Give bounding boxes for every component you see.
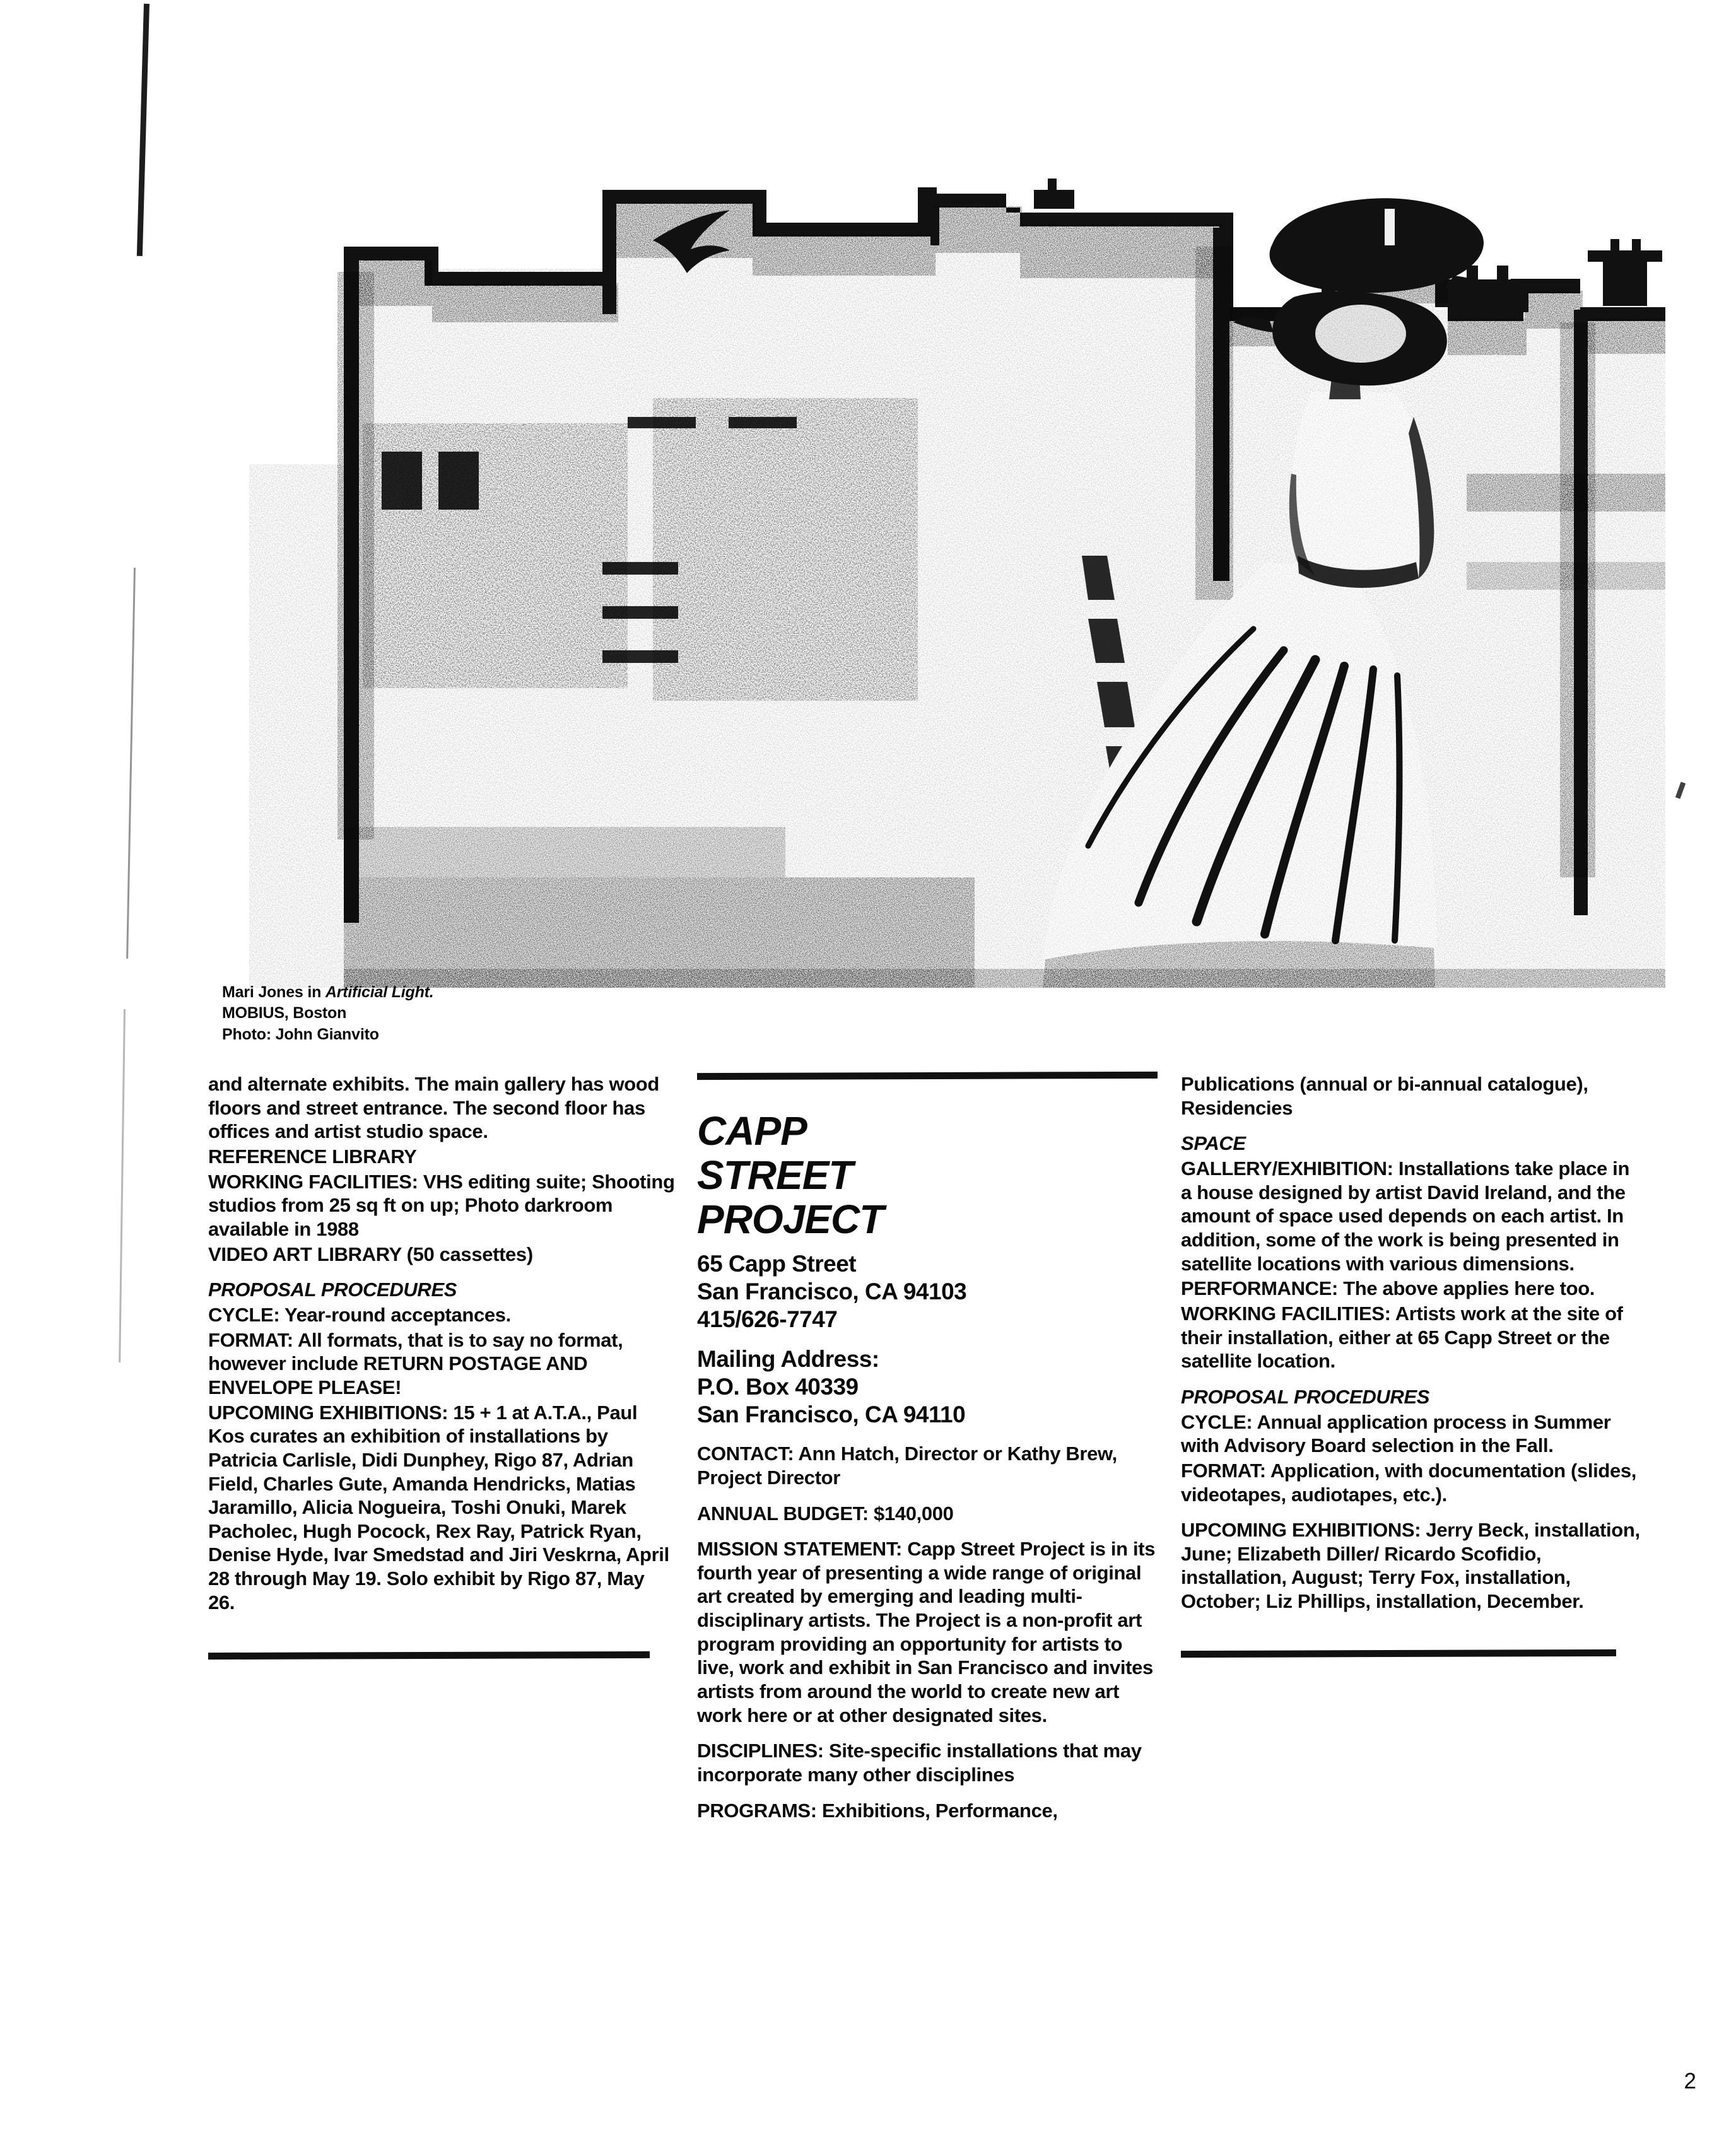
col3-gallery-exhibition: GALLERY/EXHIBITION: Installations take place in a house designed by artist David Ireland, and the amount of space used depends on each artist. In addition, some of the work is being presented in satellite locations with various dimensions. bbox=[1181, 1157, 1630, 1275]
col2-disciplines: DISCIPLINES: Site-specific installations that may incorporate many other disciplines bbox=[697, 1740, 1142, 1786]
org-name-line-3: PROJECT bbox=[697, 1196, 884, 1242]
column-one bbox=[208, 1072, 675, 1659]
col1-proposal-procedures-heading: PROPOSAL PROCEDURES bbox=[208, 1279, 457, 1301]
scan-artifact-spine-mark-lower bbox=[126, 568, 136, 959]
org-name-line-1: CAPP bbox=[697, 1108, 807, 1154]
col3-format: FORMAT: Application, with documentation (slides, videotapes, audiotapes, etc.). bbox=[1181, 1459, 1637, 1506]
col3-cycle: CYCLE: Annual application process in Summer with Advisory Board selection in the Fall. bbox=[1181, 1410, 1611, 1457]
column-two bbox=[697, 1072, 1158, 1824]
phone-number: 415/626-7747 bbox=[697, 1306, 838, 1332]
col3-working-facilities: WORKING FACILITIES: Artists work at the site of their installation, either at 65 Capp Street or the satellite location. bbox=[1181, 1302, 1623, 1373]
col3-upcoming-exhibitions: UPCOMING EXHIBITIONS: Jerry Beck, installation, June; Elizabeth Diller/ Ricardo Scofidio, installation, August; Terry Fox, installation, October; Liz Phillips, installation, December. bbox=[1181, 1519, 1640, 1613]
street-address: 65 Capp Street bbox=[697, 1251, 857, 1277]
col3-programs-continued: Publications (annual or bi-annual catalogue), Residencies bbox=[1181, 1073, 1588, 1119]
col2-contact: CONTACT: Ann Hatch, Director or Kathy Brew, Project Director bbox=[697, 1443, 1117, 1489]
col1-upcoming-exhibitions: UPCOMING EXHIBITIONS: 15 + 1 at A.T.A., Paul Kos curates an exhibition of installations by Patricia Carlisle, Didi Dunphey, Rigo 87, Adrian Field, Charles Gute, Amanda Hendricks, Matias Jaramillo, Alicia Nogueira, Toshi Onuki, Marek Pacholec, Hugh Pocock, Rex Ray, Patrick Ryan, Denise Hyde, Ivar Smedstad and Jiri Veskrna, April 28 through May 19. Solo exhibit by Rigo 87, May 26. bbox=[208, 1401, 669, 1613]
col3-performance: PERFORMANCE: The above applies here too. bbox=[1181, 1277, 1595, 1300]
photo-mari-jones-artificial-light bbox=[249, 120, 1665, 988]
column-one-bottom-rule bbox=[208, 1651, 650, 1660]
col2-annual-budget: ANNUAL BUDGET: $140,000 bbox=[697, 1502, 954, 1525]
col1-working-facilities: WORKING FACILITIES: VHS editing suite; Shooting studios from 25 sq ft on up; Photo darkroom available in 1988 bbox=[208, 1170, 675, 1240]
col3-proposal-procedures-heading: PROPOSAL PROCEDURES bbox=[1181, 1385, 1430, 1408]
col1-cycle: CYCLE: Year-round acceptances. bbox=[208, 1303, 511, 1326]
col2-mission-statement: MISSION STATEMENT: Capp Street Project is in its fourth year of presenting a wide range of original art created by emerging and leading multi-disciplinary artists. The Project is a non-profit art program providing an opportunity for artists to live, work and exhibit in San Francisco and invites artists from around the world to create new art work here or at other designated sites. bbox=[697, 1538, 1156, 1726]
scan-artifact-spine-mark-bottom bbox=[119, 1009, 126, 1362]
column-three bbox=[1181, 1072, 1641, 1657]
caption-line-photographer: Photo: John Gianvito bbox=[222, 1025, 379, 1043]
caption-subject: Mari Jones in bbox=[222, 983, 326, 1001]
mailing-city-state-zip: San Francisco, CA 94110 bbox=[697, 1401, 966, 1427]
col3-space-heading: SPACE bbox=[1181, 1132, 1246, 1155]
col1-format: FORMAT: All formats, that is to say no format, however include RETURN POSTAGE AND ENVELOPE PLEASE! bbox=[208, 1328, 623, 1398]
org-name-line-2: STREET bbox=[697, 1152, 853, 1198]
col1-para-gallery: and alternate exhibits. The main gallery has wood floors and street entrance. The second floor has offices and artist studio space. bbox=[208, 1073, 659, 1143]
organization-name bbox=[697, 1109, 1158, 1241]
caption-line-credit bbox=[222, 982, 790, 1003]
col2-programs: PROGRAMS: Exhibitions, Performance, bbox=[697, 1799, 1058, 1822]
caption-line-venue: MOBIUS, Boston bbox=[222, 1004, 347, 1022]
col1-video-art-library: VIDEO ART LIBRARY (50 cassettes) bbox=[208, 1243, 533, 1265]
scan-artifact-edge-speck bbox=[1675, 782, 1686, 799]
col1-reference-library: REFERENCE LIBRARY bbox=[208, 1145, 417, 1168]
photograph-figure bbox=[249, 120, 1665, 988]
page-number: 2 bbox=[1684, 2069, 1696, 2093]
scan-artifact-spine-mark bbox=[137, 4, 150, 256]
photo-caption bbox=[222, 982, 790, 1045]
mailing-po-box: P.O. Box 40339 bbox=[697, 1373, 859, 1400]
column-three-bottom-rule bbox=[1181, 1649, 1616, 1658]
column-two-top-rule bbox=[697, 1072, 1158, 1080]
caption-work-title: Artificial Light. bbox=[325, 983, 434, 1001]
col2-details bbox=[697, 1442, 1158, 1822]
city-state-zip: San Francisco, CA 94103 bbox=[697, 1278, 967, 1304]
mailing-address-label: Mailing Address: bbox=[697, 1346, 879, 1373]
